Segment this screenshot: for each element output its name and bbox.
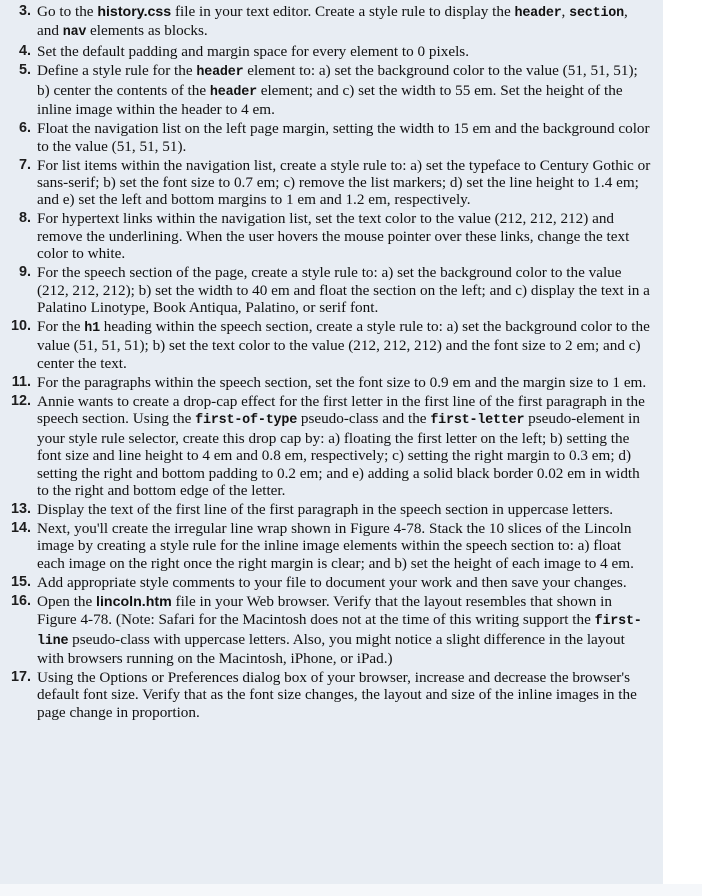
text-run: For list items within the navigation list, create a style rule to: a) set the typeface to Century Gothic or sans-serif; b) set the font size to 0.7 em; c) remove the list markers; d) set the line height to 1.4 em; and e) set the left and bottom margins to 1 em and 1.2 em, respectively. <box>37 156 651 209</box>
instruction-step <box>0 669 652 721</box>
step-number: 3. <box>18 3 31 19</box>
instruction-step <box>0 374 652 391</box>
code-term: first-line <box>37 614 642 649</box>
step-text <box>37 501 652 518</box>
text-run: For the speech section of the page, create a style rule to: a) set the background color to the value (212, 212, 212); b) set the width to 40 em and float the section on the left; and c) display the text in a Palatino Linotype, Book Antiqua, Palatino, or serif font. <box>37 264 650 317</box>
instruction-step <box>0 574 652 591</box>
text-run: For the <box>37 318 85 336</box>
instruction-step <box>0 210 652 262</box>
code-term: nav <box>62 25 87 41</box>
code-term: header <box>514 6 562 21</box>
step-number: 16. <box>10 592 31 609</box>
step-text <box>37 120 652 155</box>
step-text <box>37 669 652 721</box>
step-number: 9. <box>18 264 31 281</box>
code-term: h1 <box>84 321 100 337</box>
instruction-step <box>0 120 652 155</box>
instruction-step <box>0 501 652 518</box>
instruction-list <box>0 3 652 723</box>
text-run: Annie wants to create a drop-cap effect for the first letter in the first line of the first paragraph in the speech section. Using the <box>37 392 645 428</box>
text-run: elements as blocks. <box>86 22 208 40</box>
step-number: 8. <box>18 210 31 227</box>
text-run: For hypertext links within the navigation list, set the text color to the value (212, 212, 212) and remove the underlining. When the user hovers the mouse pointer over these links, change the text color to white. <box>37 210 630 263</box>
text-run: , and <box>37 3 628 40</box>
step-number: 10. <box>10 318 31 335</box>
text-run: file in your text editor. Create a style rule to display the <box>171 3 515 20</box>
step-number: 14. <box>10 519 31 536</box>
instruction-step <box>0 593 652 668</box>
step-text <box>37 520 652 572</box>
instruction-step <box>0 264 652 316</box>
text-run: For the paragraphs within the speech section, set the font size to 0.9 em and the margin size to 1 em. <box>37 373 647 391</box>
text-run: Go to the <box>37 3 98 20</box>
text-run: pseudo-element in your style rule selector, create this drop cap by: a) floating the first letter on the left; b) setting the font size and line height to 4 em and 0.8 em, respectively; c) setting the right margin to 0.3 em; d) setting the right and bottom padding to 0.2 em; and e) adding a solid black border 0.02 em in width to the right and bottom edge of the letter. <box>37 410 640 499</box>
text-run: file in your Web browser. Verify that the layout resembles that shown in Figure 4-78. (Note: Safari for the Macintosh does not at the time of this writing support the <box>37 592 612 629</box>
step-number: 4. <box>18 43 31 60</box>
text-run: , <box>561 3 570 20</box>
text-run: Using the Options or Preferences dialog box of your browser, increase and decrease the browser's default font size. Verify that as the font size changes, the layout and size of the inline images in the page change in proportion. <box>37 668 637 721</box>
step-number: 13. <box>10 500 31 517</box>
step-number: 15. <box>10 573 31 590</box>
text-run: Define a style rule for the <box>37 62 197 80</box>
instruction-step <box>0 62 652 118</box>
instruction-step <box>0 318 652 372</box>
code-term: first-of-type <box>195 413 298 429</box>
step-number: 12. <box>10 392 31 409</box>
step-text <box>37 318 652 372</box>
instruction-step <box>0 3 652 42</box>
text-run: Float the navigation list on the left page margin, setting the width to 15 em and the background color to the value (51, 51, 51). <box>37 120 650 155</box>
step-text <box>37 43 652 60</box>
step-text <box>37 374 652 391</box>
step-text <box>37 157 652 209</box>
step-text <box>37 62 652 118</box>
step-text <box>37 574 652 591</box>
text-run: element to: a) set the background color to the value (51, 51, 51); b) center the contents of the <box>37 62 638 99</box>
text-run: Display the text of the first line of the first paragraph in the speech section in uppercase letters. <box>37 500 614 518</box>
text-run: pseudo-class with uppercase letters. Also, you might notice a slight difference in the layout with browsers running on the Macintosh, iPhone, or iPad.) <box>37 630 625 667</box>
text-run: pseudo-class and the <box>297 410 431 428</box>
step-text <box>37 210 652 262</box>
step-number: 5. <box>18 62 31 79</box>
file-name: history.css <box>97 4 172 20</box>
code-term: section <box>569 6 624 21</box>
text-run: element; and c) set the width to 55 em. Set the height of the inline image within the header to 4 em. <box>37 81 623 119</box>
code-term: header <box>196 65 244 81</box>
instruction-step <box>0 157 652 209</box>
code-term: first-letter <box>430 413 525 429</box>
text-run: Open the <box>37 592 97 610</box>
step-number: 17. <box>10 668 31 685</box>
text-run: Next, you'll create the irregular line wrap shown in Figure 4-78. Stack the 10 slices of the Lincoln image by creating a style rule for the inline image elements within the speech section to: a) float each image on the right once the right margin is clear; and b) set the height of each image to 4 em. <box>37 519 634 572</box>
text-run: Add appropriate style comments to your file to document your work and then save your changes. <box>37 573 627 591</box>
page-bottom-margin <box>0 884 702 896</box>
step-number: 6. <box>18 120 31 137</box>
step-text <box>37 3 652 42</box>
code-term: header <box>209 84 257 100</box>
step-text <box>37 593 652 668</box>
step-number: 11. <box>11 373 31 390</box>
instruction-step <box>0 393 652 499</box>
text-run: heading within the speech section, create a style rule to: a) set the background color to the value (51, 51, 51); b) set the text color to the value (212, 212, 212) and the font size to 2 em; and c) center the text. <box>37 318 650 372</box>
instruction-step <box>0 43 652 60</box>
text-run: Set the default padding and margin space for every element to 0 pixels. <box>37 43 470 61</box>
step-number: 7. <box>18 156 31 173</box>
file-name: lincoln.htm <box>96 593 172 610</box>
step-text <box>37 264 652 316</box>
instruction-step <box>0 520 652 572</box>
step-text <box>37 393 652 499</box>
